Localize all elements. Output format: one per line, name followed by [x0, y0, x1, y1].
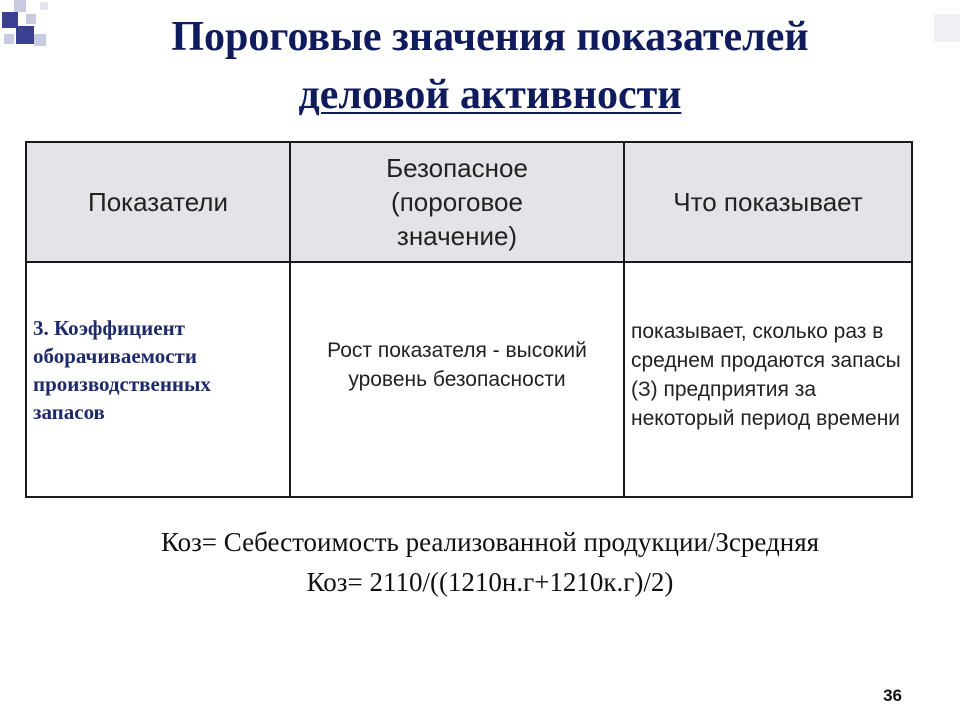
indicators-table [25, 141, 913, 498]
corner-decoration-right [934, 14, 960, 42]
page-number: 36 [883, 686, 902, 705]
header-meaning: Что показывает [624, 142, 912, 262]
indicator-meaning: показывает, сколько раз в среднем продаются запасы (З) предприятия за некоторый период времени [624, 262, 912, 497]
formula-calculation: Коз= 2110/((1210н.г+1210к.г)/2) [306, 567, 674, 597]
indicator-name: 3. Коэффициент оборачиваемости производственных запасов [26, 262, 290, 497]
table-header-row [26, 142, 912, 262]
formula-definition: Коз= Себестоимость реализованной продукции/Зсредняя [160, 527, 820, 557]
title-line-2: деловой активности [298, 72, 682, 118]
title-line-1: Пороговые значения показателей [171, 14, 809, 60]
table-row [26, 262, 912, 497]
header-indicators: Показатели [26, 142, 290, 262]
slide-title [60, 8, 920, 124]
header-safe-value: Безопасное (пороговое значение) [290, 142, 624, 262]
corner-decoration [0, 0, 60, 60]
safe-value: Рост показателя - высокий уровень безопасности [290, 262, 624, 497]
